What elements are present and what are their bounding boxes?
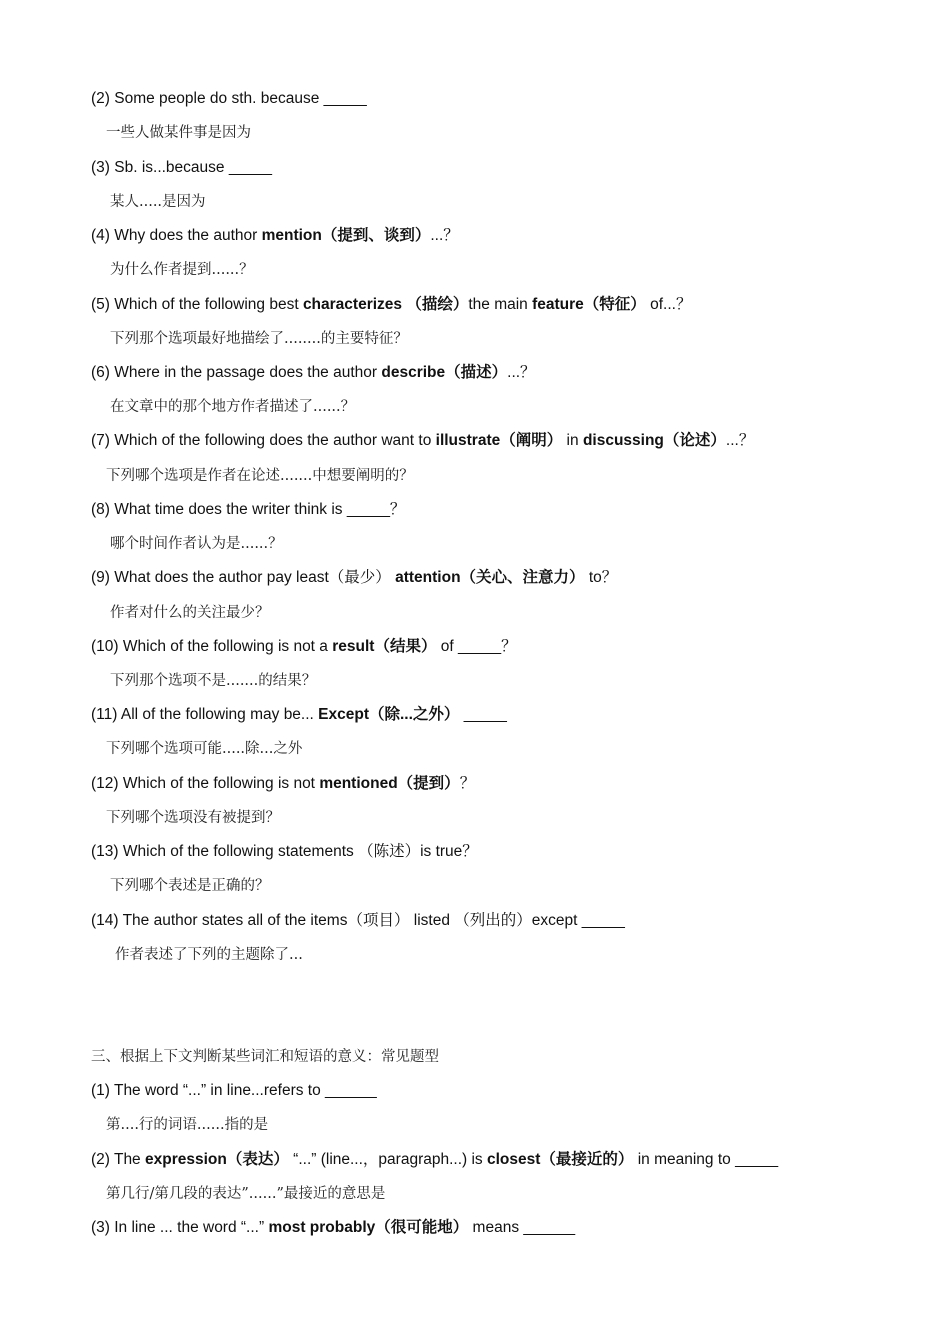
line-text: (14) The author states all of the items（项目） listed （列出的）except _____ (91, 912, 625, 929)
question-line (91, 500, 405, 520)
line-text: (10) Which of the following is not a (91, 638, 333, 655)
line-text: (12) Which of the following is not (91, 775, 320, 792)
keyword-text: Except（除...之外） (318, 706, 460, 723)
question-line (91, 774, 475, 794)
translation-line (91, 1047, 439, 1067)
line-text: 第....行的词语......指的是 (106, 1117, 269, 1133)
keyword-text: mentioned（提到） (319, 775, 460, 792)
translation-line (106, 1184, 385, 1204)
line-text: (8) What time does the writer think is _____？ (91, 501, 406, 518)
line-text: (3) In line ... the word “...” (91, 1219, 269, 1236)
translation-line (110, 671, 316, 691)
question-line (91, 1150, 778, 1170)
line-text: (1) The word “...” in line...refers to ______ (91, 1082, 377, 1099)
translation-line (110, 260, 254, 280)
question-line (91, 295, 691, 315)
translation-line (110, 534, 283, 554)
translation-line (110, 192, 206, 212)
line-text: 下列哪个选项是作者在论述.......中想要阐明的？ (106, 468, 414, 484)
line-text: (2) Some people do sth. because _____ (91, 90, 367, 107)
question-line (91, 705, 507, 725)
question-line (91, 226, 459, 246)
translation-line (106, 808, 280, 828)
line-text: means ______ (468, 1219, 576, 1236)
keyword-text: closest（最接近的） (486, 1151, 634, 1168)
line-text: (4) Why does the author (91, 227, 262, 244)
question-line (91, 363, 536, 383)
line-text: 三、根据上下文判断某些词汇和短语的意义：常见题型 (91, 1049, 439, 1065)
keyword-text: mention（提到、谈到） (261, 227, 431, 244)
translation-line (110, 603, 270, 623)
question-line (91, 158, 272, 178)
question-line (91, 637, 517, 657)
line-text: 下列那个选项最好地描绘了........的主要特征？ (110, 331, 408, 347)
keyword-text: illustrate（阐明） (435, 432, 563, 449)
translation-line (106, 123, 251, 143)
translation-line (106, 466, 414, 486)
line-text: _____ (459, 706, 507, 723)
translation-line (110, 397, 355, 417)
keyword-text: feature（特征） (532, 296, 646, 313)
line-text: to？ (584, 569, 618, 586)
line-text: 哪个时间作者认为是......？ (110, 536, 283, 552)
line-text: (9) What does the author pay least（最少） (91, 569, 396, 586)
line-text: (7) Which of the following does the author want to (91, 432, 436, 449)
question-line (91, 1081, 377, 1101)
line-text: (3) Sb. is...because _____ (91, 159, 272, 176)
keyword-text: result（结果） (332, 638, 437, 655)
line-text: “...” (line...，paragraph...) is (288, 1151, 487, 1168)
line-text: 某人.....是因为 (110, 194, 206, 210)
line-text: (2) The (91, 1151, 145, 1168)
line-text: of _____？ (436, 638, 517, 655)
line-text: (13) Which of the following statements （陈述）is true？ (91, 843, 478, 860)
line-text: (5) Which of the following best (91, 296, 303, 313)
translation-line (106, 1115, 268, 1135)
line-text: of...？ (645, 296, 692, 313)
line-text: ...？ (507, 364, 536, 381)
line-text: 为什么作者提到......？ (110, 262, 254, 278)
line-text: 下列哪个选项没有被提到？ (106, 810, 280, 826)
question-line (91, 431, 754, 451)
keyword-text: expression（表达） (145, 1151, 289, 1168)
keyword-text: characterizes （描绘） (302, 296, 469, 313)
line-text: 作者表述了下列的主题除了... (115, 947, 303, 963)
line-text: in (562, 432, 583, 449)
line-text: 作者对什么的关注最少？ (110, 605, 270, 621)
line-text: in meaning to _____ (633, 1151, 779, 1168)
line-text: 下列哪个表述是正确的？ (110, 878, 270, 894)
line-text: ...？ (430, 227, 459, 244)
translation-line (110, 329, 408, 349)
line-text: 第几行/第几段的表达”......”最接近的意思是 (106, 1186, 386, 1202)
line-text: 下列那个选项不是.......的结果？ (110, 673, 317, 689)
question-line (91, 568, 617, 588)
line-text: ？ (459, 775, 476, 792)
question-line (91, 911, 625, 931)
translation-line (115, 945, 303, 965)
line-text: 在文章中的那个地方作者描述了......？ (110, 399, 356, 415)
keyword-text: describe（描述） (381, 364, 508, 381)
line-text: 下列哪个选项可能.....除...之外 (106, 741, 303, 757)
keyword-text: attention（关心、注意力） (395, 569, 585, 586)
line-text: (11) All of the following may be... (91, 706, 319, 723)
keyword-text: most probably（很可能地） (268, 1219, 469, 1236)
question-line (91, 89, 367, 109)
keyword-text: discussing（论述） (582, 432, 726, 449)
question-line (91, 1218, 575, 1238)
line-text: 一些人做某件事是因为 (106, 125, 251, 141)
line-text: ...？ (725, 432, 755, 449)
line-text: the main (468, 296, 533, 313)
translation-line (110, 876, 270, 896)
question-line (91, 842, 478, 862)
translation-line (106, 739, 302, 759)
line-text: (6) Where in the passage does the author (91, 364, 382, 381)
